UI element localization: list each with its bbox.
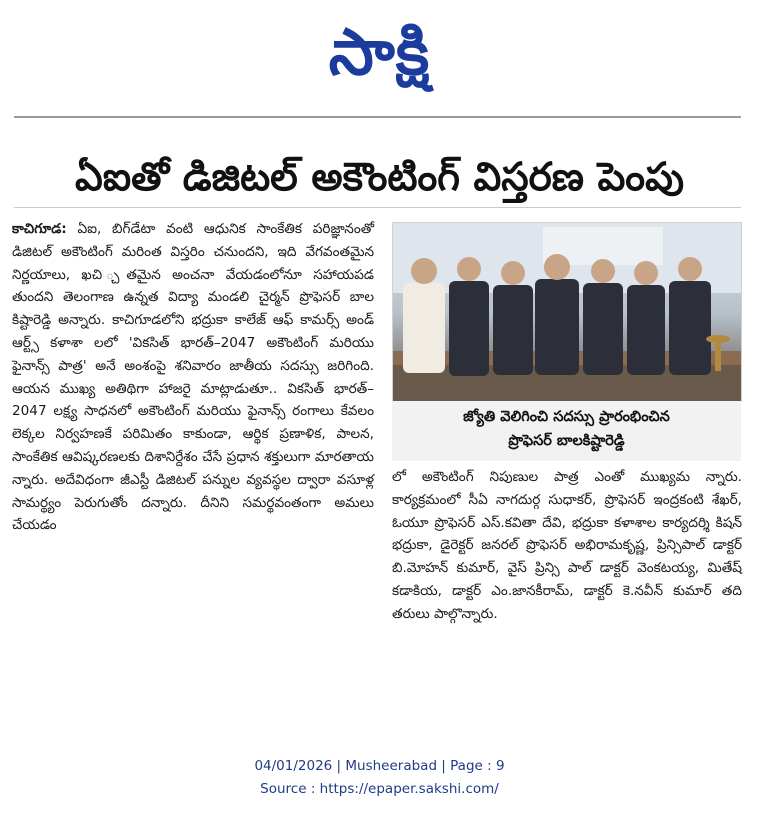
article-left-column bbox=[12, 218, 374, 537]
newspaper-logo: సాక్షి bbox=[328, 16, 431, 90]
photo-caption-line1: జ్యోతి వెలిగించి సదస్సు ప్రారంభించిన bbox=[463, 409, 670, 425]
photo-caption bbox=[392, 401, 741, 461]
masthead-divider bbox=[14, 116, 741, 118]
headline-divider bbox=[14, 207, 741, 208]
article-left-text: ఏఐ, బిగ్‌డేటా వంటి ఆధునిక సాంకేతిక పరిజ్ఞానంతో డిజిటల్ అకౌంటింగ్ మరింత విస్తరిం చనుందని, ఇది వేగవంతమైన నిర్ణయాలు, ఖచి ్చతమైన అంచనా వేయడంలోనూ సహాయపడ తుందని తెలంగాణ ఉన్నత విద్యా మండలి చైర్మన్ ప్రొఫెసర్ బాల కిష్టారెడ్డి అన్నారు. కాచిగూడలోని భద్రుకా కాలేజ్ ఆఫ్ కామర్స్ అండ్ ఆర్ట్స్ కళాశా లలో 'వికసిత్ భారత్–2047 అకౌంటింగ్ మరియు ఫైనాన్స్ పాత్ర' అనే అంశంపై శనివారం జాతీయ సదస్సు జరిగింది. ఆయన ముఖ్య అతిథిగా హాజరై మాట్లాడుతూ.. వికసిత్ భారత్–2047 లక్ష్య సాధనలో అకౌంటింగ్ మరియు ఫైనాన్స్ రంగాలు కేవలం లెక్కల నిర్వహణకే పరిమితం కాకుండా, ఆర్థిక ప్రణాళిక, పాలన, సాంకేతిక ఆవిష్కరణలకు దిశానిర్దేశం చేసే ప్రధాన శక్తులుగా మారతాయ న్నారు. అదేవిధంగా జీఎస్టీ డిజిటల్ పన్నుల వ్యవస్థల ద్వారా వసూళ్ల సామర్థ్యం పెరుగుతోం దన్నారు. దీనిని సమర్థవంతంగా అమలు చేయడం bbox=[12, 221, 374, 534]
footer-source-link[interactable]: Source : https://epaper.sakshi.com/ bbox=[260, 781, 499, 797]
article-dateline: కాచిగూడ: bbox=[12, 221, 67, 237]
article-headline: ఏఐతో డిజిటల్ అకౌంటింగ్ విస్తరణ పెంపు bbox=[74, 155, 684, 200]
event-photo bbox=[392, 222, 742, 402]
article-right-column: లో అకౌంటింగ్ నిపుణుల పాత్ర ఎంతో ముఖ్యమ న్నారు. కార్యక్రమంలో సీఏ నాగదుర్గ సుధాకర్, ప్రొఫెసర్ ఇంద్రకంటి శేఖర్, ఓయూ ప్రొఫెసర్ ఎస్.కవితా దేవి, భద్రుకా కళాశాల కార్యదర్శి కిషన్ భద్రుకా, డైరెక్టర్ జనరల్ ప్రొఫెసర్ అభిరామకృష్ణ, ప్రిన్సిపాల్ డాక్టర్ బి.మోహన్ కుమార్, వైస్ ప్రిన్సి పాల్ డాక్టర్ వెంకటయ్య, మితేష్ కడాకియ, డాక్టర్ ఎం.జానకీరామ్, డాక్టర్ కె.నవీన్ కుమార్ తది తరులు పాల్గొన్నారు. bbox=[392, 469, 742, 622]
page-footer bbox=[0, 755, 759, 801]
event-photo-illustration bbox=[393, 223, 741, 401]
photo-caption-line2: ప్రొఫెసర్ బాలకిష్టారెడ్డి bbox=[508, 433, 625, 449]
footer-edition-info: 04/01/2026 | Musheerabad | Page : 9 bbox=[254, 758, 505, 774]
